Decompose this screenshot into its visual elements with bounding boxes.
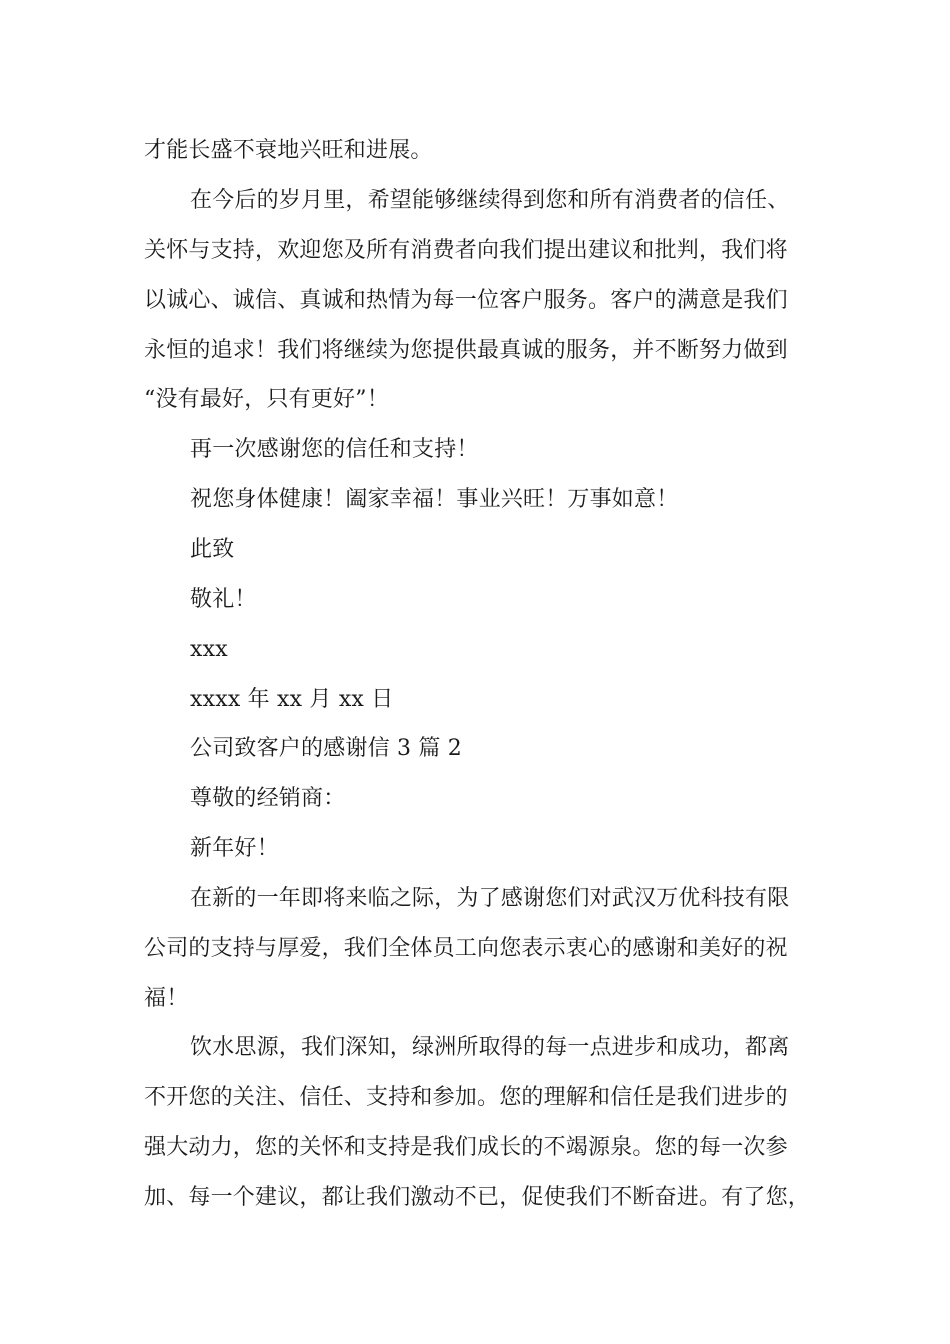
salutation-respect: 敬礼！ — [190, 587, 257, 612]
text-line: 加、每一个建议，都让我们激动不已，促使我们不断奋进。有了您， — [144, 1185, 811, 1210]
text-line: 强大动力，您的关怀和支持是我们成长的不竭源泉。您的每一次参 — [144, 1135, 788, 1160]
text-line: “没有最好，只有更好”！ — [144, 387, 389, 412]
signature-date: xxxx 年 xx 月 xx 日 — [190, 687, 394, 712]
text-line: 祝您身体健康！阖家幸福！事业兴旺！万事如意！ — [190, 487, 679, 512]
text-line: 才能长盛不衰地兴旺和进展。 — [144, 138, 433, 163]
salutation-closing: 此致 — [190, 537, 235, 562]
text-line: 关怀与支持，欢迎您及所有消费者向我们提出建议和批判，我们将 — [144, 238, 788, 263]
signature-name: xxx — [190, 637, 228, 662]
greeting-line: 新年好！ — [190, 836, 279, 861]
text-line: 永恒的追求！我们将继续为您提供最真诚的服务，并不断努力做到 — [144, 338, 788, 363]
text-line: 福！ — [144, 986, 189, 1011]
text-line: 以诚心、诚信、真诚和热情为每一位客户服务。客户的满意是我们 — [144, 288, 788, 313]
text-line: 在今后的岁月里，希望能够继续得到您和所有消费者的信任、 — [190, 188, 790, 213]
text-line: 再一次感谢您的信任和支持！ — [190, 437, 479, 462]
text-line: 公司的支持与厚爱，我们全体员工向您表示衷心的感谢和美好的祝 — [144, 936, 788, 961]
text-line: 在新的一年即将来临之际，为了感谢您们对武汉万优科技有限 — [190, 886, 790, 911]
section-title: 公司致客户的感谢信 3 篇 2 — [190, 736, 462, 761]
greeting-recipient: 尊敬的经销商： — [190, 786, 346, 811]
text-line: 不开您的关注、信任、支持和参加。您的理解和信任是我们进步的 — [144, 1085, 788, 1110]
text-line: 饮水思源，我们深知，绿洲所取得的每一点进步和成功，都离 — [190, 1035, 790, 1060]
